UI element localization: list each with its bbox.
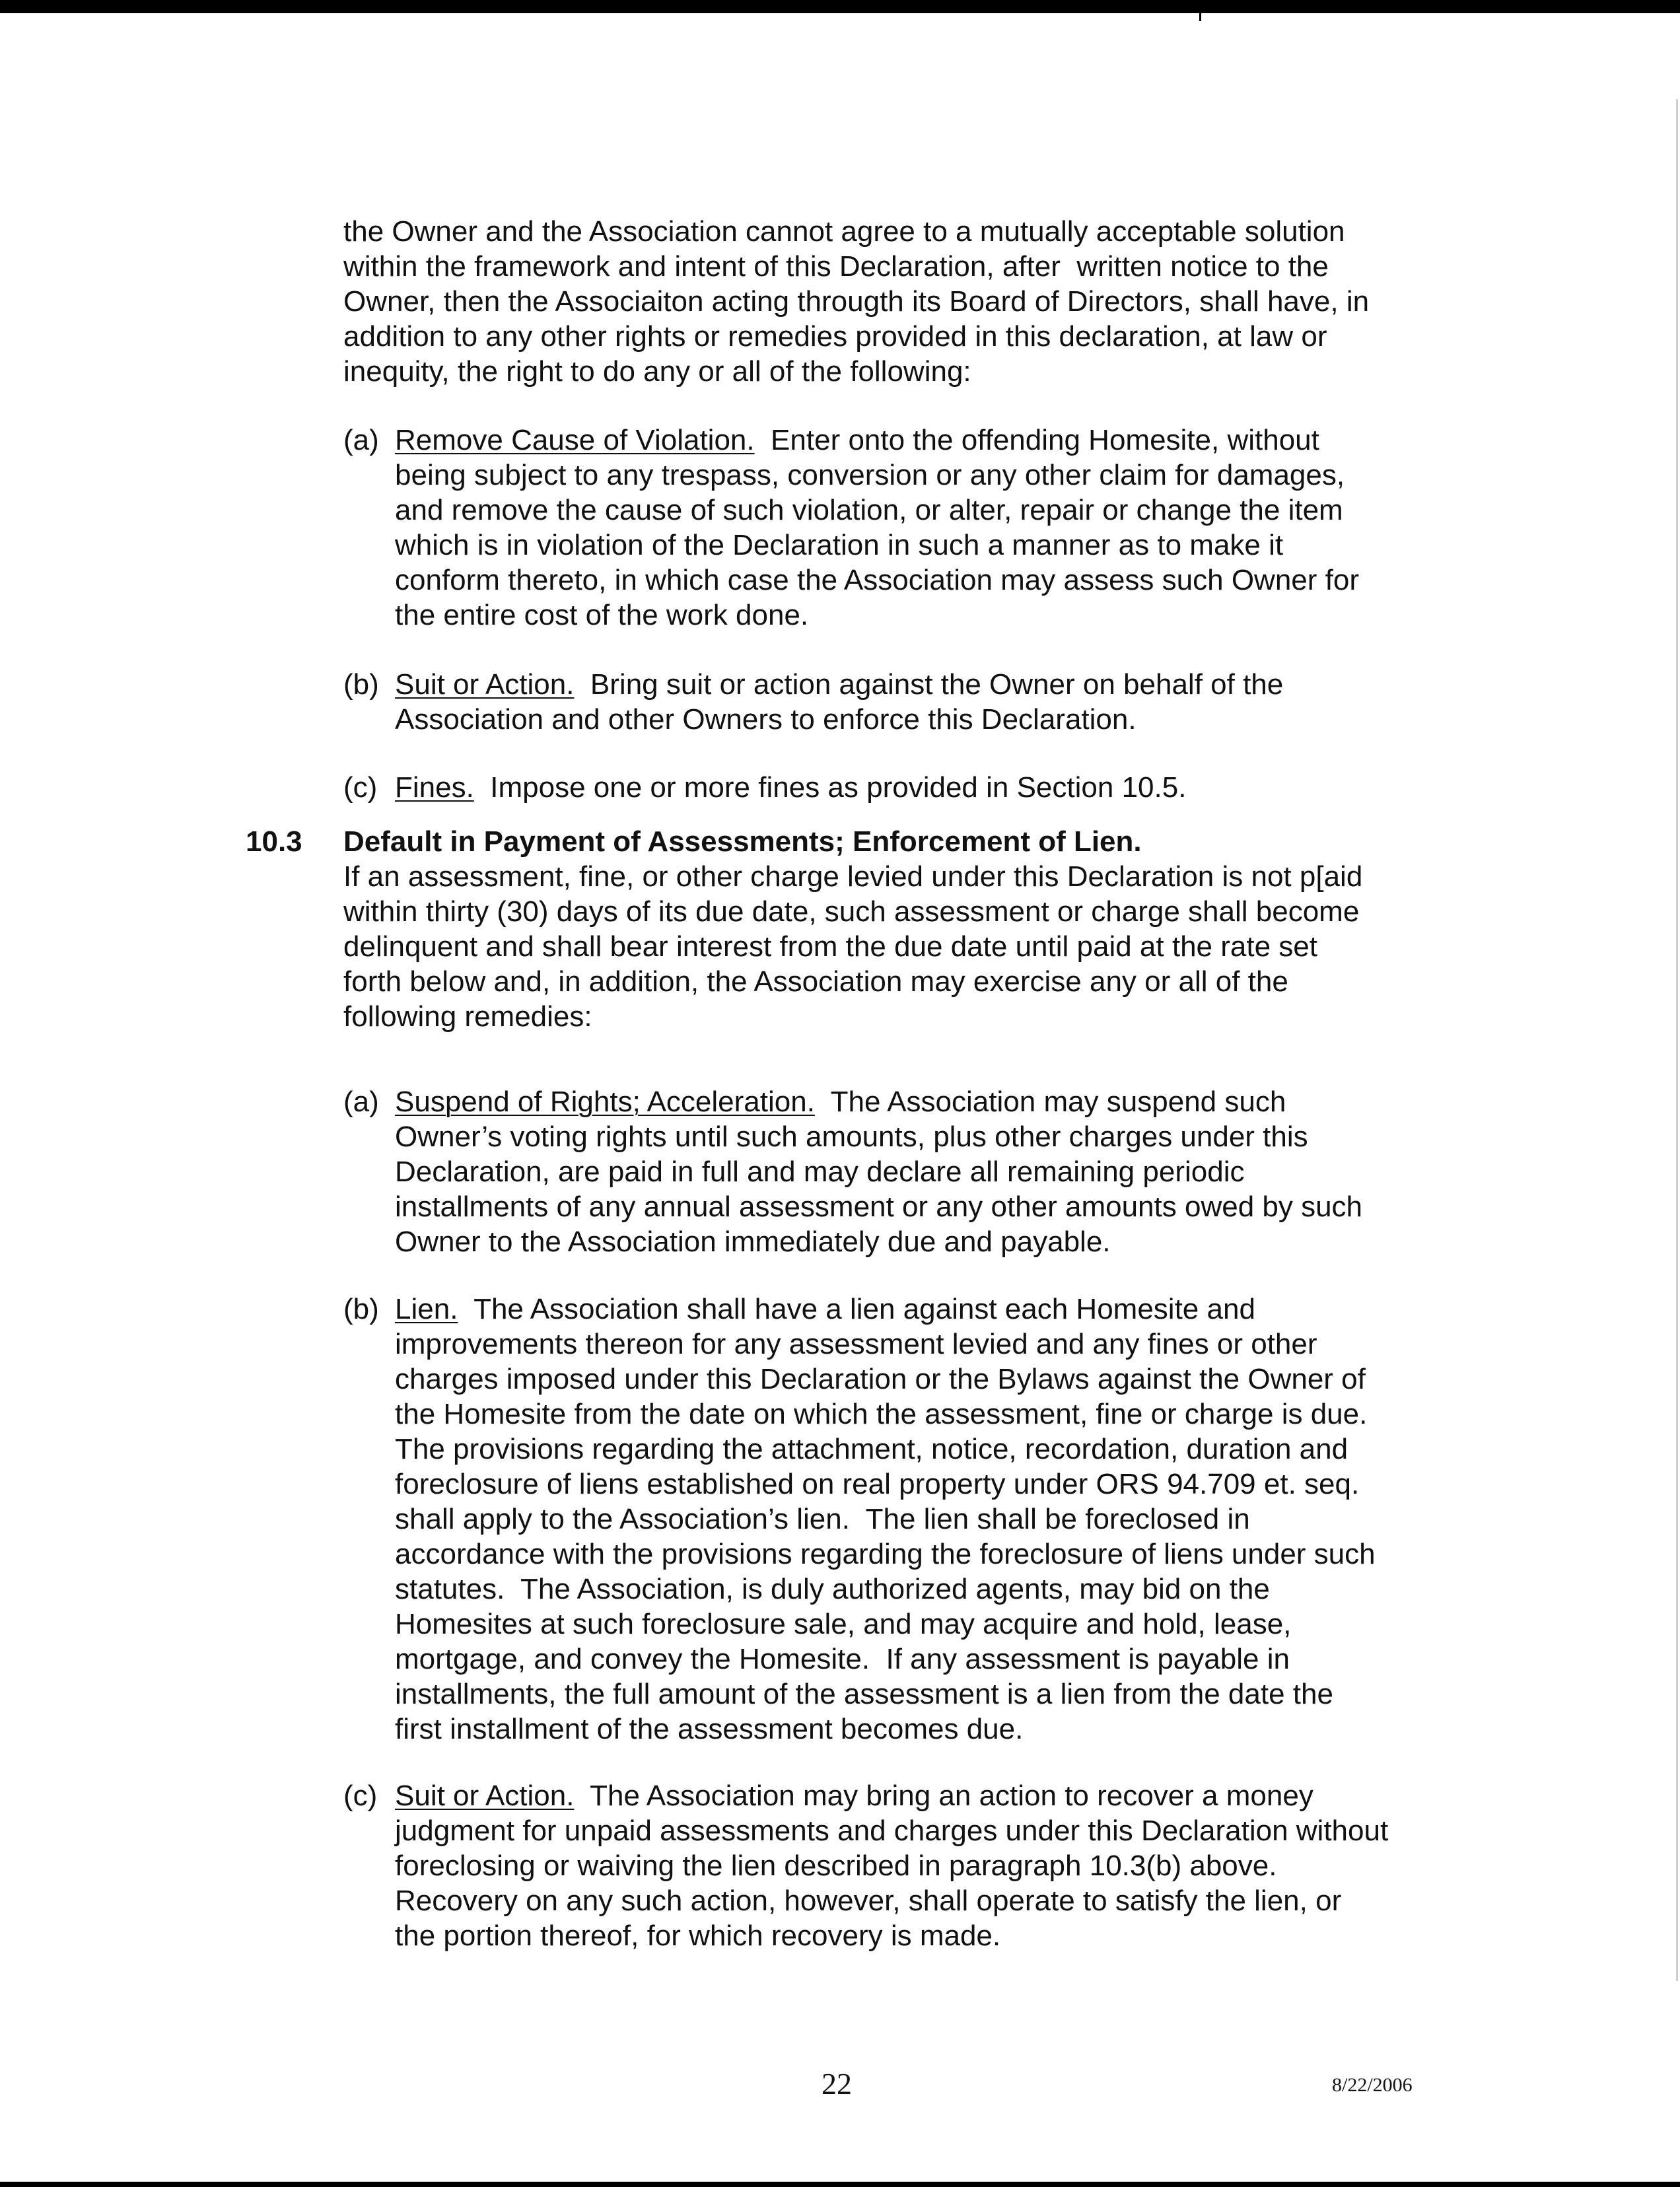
remedy-a-text xyxy=(395,423,1359,633)
intro-line: the Owner and the Association cannot agree to a mutually acceptable solution xyxy=(343,215,1345,248)
section-item-b-line: shall apply to the Association’s lien. The lien shall be foreclosed in xyxy=(395,1503,1250,1535)
section-item-b-line: the Homesite from the date on which the assessment, fine or charge is due. xyxy=(395,1398,1368,1430)
remedy-a-first-line: Enter onto the offending Homesite, without xyxy=(754,424,1319,456)
section-item-c-line: the portion thereof, for which recovery is made. xyxy=(395,1920,1001,1952)
remedy-c-label: (c) xyxy=(343,771,378,804)
section-item-b-line: accordance with the provisions regarding the foreclosure of liens under such xyxy=(395,1538,1376,1570)
section-item-a-label: (a) xyxy=(343,1086,379,1118)
intro-line: Owner, then the Associaiton acting througth its Board of Directors, shall have, in xyxy=(343,285,1370,318)
section-title: Default in Payment of Assessments; Enforcement of Lien. xyxy=(343,825,1142,858)
scan-bottom-border xyxy=(0,2182,1680,2187)
section-item-c-line: foreclosing or waiving the lien described in paragraph 10.3(b) above. xyxy=(395,1850,1277,1882)
section-item-a-line: Owner to the Association immediately due and payable. xyxy=(395,1226,1111,1258)
intro-line: inequity, the right to do any or all of the following: xyxy=(343,355,971,388)
intro-line: addition to any other rights or remedies provided in this declaration, at law or xyxy=(343,320,1327,353)
section-item-c-text xyxy=(395,1778,1388,1953)
page-number: 22 xyxy=(822,2067,852,2100)
section-item-b-line: mortgage, and convey the Homesite. If any assessment is payable in xyxy=(395,1643,1290,1675)
remedy-c-heading: Fines. xyxy=(395,771,474,804)
section-item-a-text xyxy=(395,1084,1362,1259)
section-item-a-heading: Suspend of Rights; Acceleration. xyxy=(395,1086,815,1118)
section-item-b-text xyxy=(395,1292,1376,1747)
section-item-a-line: Declaration, are paid in full and may declare all remaining periodic xyxy=(395,1156,1245,1188)
remedy-b-label: (b) xyxy=(343,668,379,701)
section-line: following remedies: xyxy=(343,1000,592,1033)
section-item-c-line: Recovery on any such action, however, shall operate to satisfy the lien, or xyxy=(395,1885,1342,1917)
section-item-b-line: charges imposed under this Declaration or the Bylaws against the Owner of xyxy=(395,1363,1366,1395)
section-item-c-label: (c) xyxy=(343,1780,378,1812)
section-line: within thirty (30) days of its due date, such assessment or charge shall become xyxy=(343,895,1360,928)
remedy-b-line: Association and other Owners to enforce this Declaration. xyxy=(395,703,1137,736)
remedy-b-heading: Suit or Action. xyxy=(395,668,575,701)
remedy-c-first-line: Impose one or more fines as provided in Section 10.5. xyxy=(473,771,1187,804)
section-item-b-line: improvements thereon for any assessment levied and any fines or other xyxy=(395,1328,1317,1360)
section-item-b-label: (b) xyxy=(343,1293,379,1325)
remedy-a-label: (a) xyxy=(343,424,379,456)
section-number: 10.3 xyxy=(246,825,302,858)
section-item-c-heading: Suit or Action. xyxy=(395,1780,575,1812)
section-item-b-first-line: The Association shall have a lien against each Homesite and xyxy=(458,1293,1255,1325)
section-item-a-first-line: The Association may suspend such xyxy=(814,1086,1286,1118)
intro-paragraph xyxy=(343,214,1369,389)
section-item-b-line: installments, the full amount of the assessment is a lien from the date the xyxy=(395,1678,1333,1710)
scan-right-edge xyxy=(1676,99,1678,1981)
section-item-a-line: installments of any annual assessment or any other amounts owed by such xyxy=(395,1191,1363,1223)
remedy-a-line: being subject to any trespass, conversion or any other claim for damages, xyxy=(395,459,1345,491)
section-item-c-line: judgment for unpaid assessments and charges under this Declaration without xyxy=(395,1815,1389,1847)
remedy-a-line: and remove the cause of such violation, or alter, repair or change the item xyxy=(395,494,1343,526)
section-item-b-line: Homesites at such foreclosure sale, and may acquire and hold, lease, xyxy=(395,1608,1292,1640)
remedy-b-first-line: Bring suit or action against the Owner on behalf of the xyxy=(574,668,1284,701)
section-item-b-line: statutes. The Association, is duly authorized agents, may bid on the xyxy=(395,1573,1270,1605)
intro-line: within the framework and intent of this Declaration, after written notice to the xyxy=(343,250,1329,283)
section-paragraph xyxy=(343,859,1362,1034)
scan-top-border xyxy=(0,0,1680,13)
remedy-a-line: the entire cost of the work done. xyxy=(395,599,809,631)
scan-top-mark xyxy=(1199,13,1201,21)
section-item-c-first-line: The Association may bring an action to recover a money xyxy=(574,1780,1313,1812)
section-line: forth below and, in addition, the Association may exercise any or all of the xyxy=(343,965,1288,998)
section-line: delinquent and shall bear interest from the due date until paid at the rate set xyxy=(343,930,1317,963)
remedy-a-heading: Remove Cause of Violation. xyxy=(395,424,755,456)
section-item-b-line: first installment of the assessment becomes due. xyxy=(395,1713,1024,1745)
remedy-c-text xyxy=(395,770,1186,805)
remedy-b-text xyxy=(395,667,1283,737)
page-date: 8/22/2006 xyxy=(1332,2074,1413,2096)
section-item-b-line: The provisions regarding the attachment, notice, recordation, duration and xyxy=(395,1433,1348,1465)
section-item-b-line: foreclosure of liens established on real property under ORS 94.709 et. seq. xyxy=(395,1468,1360,1500)
section-item-b-heading: Lien. xyxy=(395,1293,458,1325)
remedy-a-line: conform thereto, in which case the Association may assess such Owner for xyxy=(395,564,1359,596)
remedy-a-line: which is in violation of the Declaration in such a manner as to make it xyxy=(395,529,1284,561)
section-line: If an assessment, fine, or other charge levied under this Declaration is not p[aid xyxy=(343,860,1363,893)
section-item-a-line: Owner’s voting rights until such amounts, plus other charges under this xyxy=(395,1121,1308,1153)
